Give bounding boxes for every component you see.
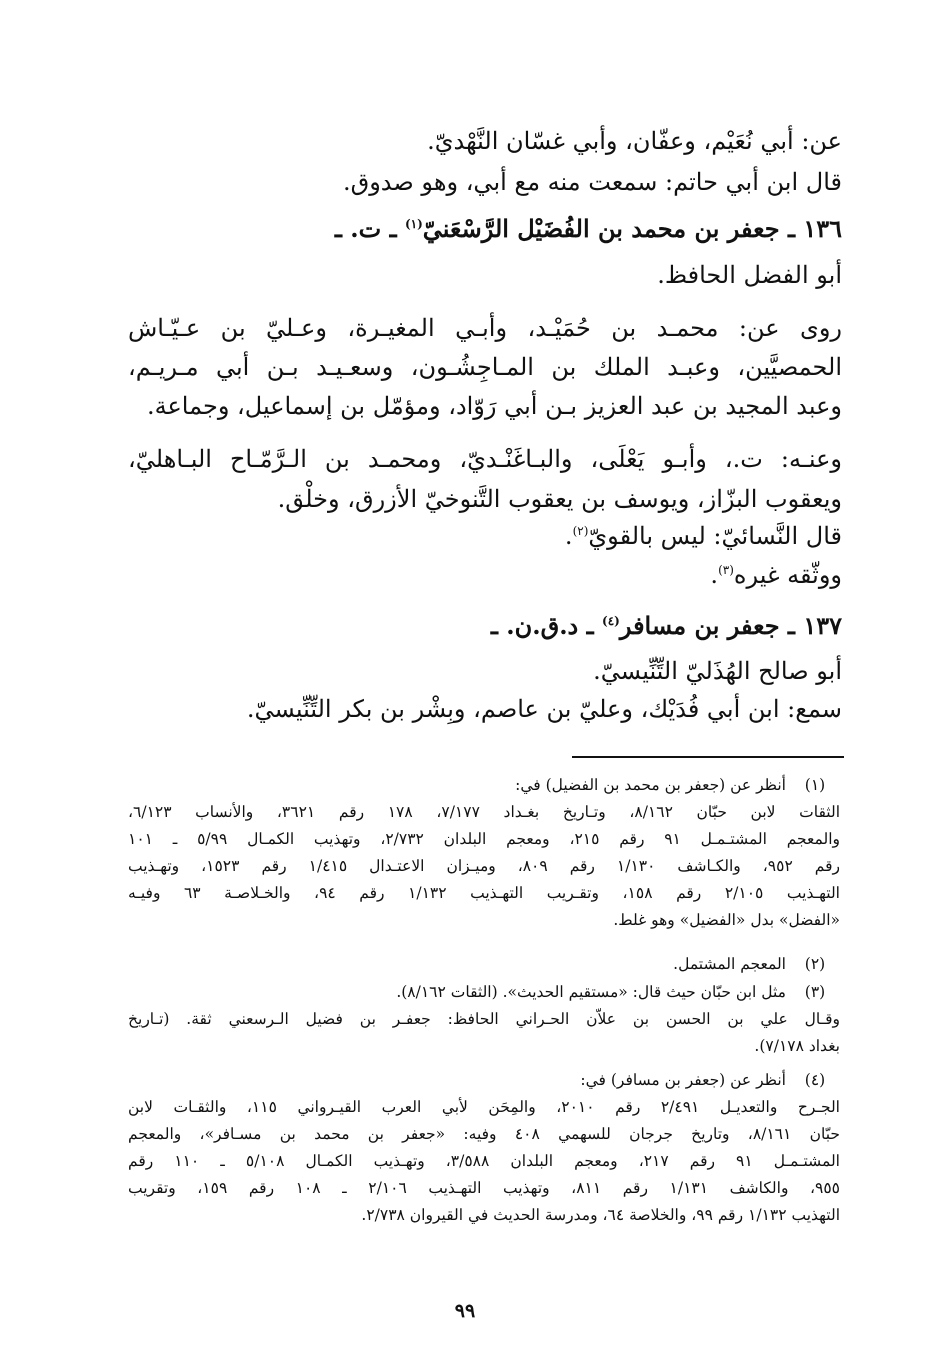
footnote-ref-4[interactable]: (٤) bbox=[602, 614, 620, 628]
page-number: ٩٩ bbox=[454, 1300, 476, 1322]
footnote-line: رقم ٩٥٢، والكـاشف ١/١٣٠ رقم ٨٠٩، وميـزان الاعتـدال ١/٤١٥ رقم ١٥٢٣، وتهـذيب bbox=[128, 857, 840, 875]
footnote-line: الجـرح والتعديـل ٢/٤٩١ رقم ٢٠١٠، والمِحَن لأبي العرب القيـرواني ١١٥، والثقـات لابن bbox=[128, 1098, 840, 1116]
nasai-statement bbox=[565, 519, 842, 553]
footnote-line: حبّان ٨/١٦١، وتاريخ جرجان للسهمي ٤٠٨ وفيه: «جعفر بن محمد بن مسـافر»، والمعجم bbox=[128, 1125, 840, 1143]
footnote-line: التهـذيب ٢/١٠٥ رقم ١٥٨، وتقـريب التهـذيب ١/١٣٢ رقم ٩٤، والخـلاصـة ٦٣ وفيـه bbox=[128, 884, 840, 902]
footnote-4 bbox=[128, 1067, 840, 1229]
body-line: أبو الفضل الحافظ. bbox=[657, 261, 842, 289]
body-line: قال ابن أبي حاتم: سمعت منه مع أبي، وهو صدوق. bbox=[342, 168, 842, 196]
body-line: وعبد المجيد بن عبد العزيز بـن أبي رَوّاد، ومؤمّل بن إسماعيل، وجماعة. bbox=[146, 392, 842, 420]
footnote-separator bbox=[572, 756, 844, 758]
nasai-text: قال النَّسائيّ: ليس بالقويّ bbox=[588, 522, 842, 550]
footnote-ref-2[interactable]: (٢) bbox=[572, 524, 589, 538]
entry-137-title: ١٣٧ ـ جعفر بن مسافر bbox=[619, 611, 842, 640]
footnote-ref-1[interactable]: (١) bbox=[404, 217, 423, 231]
body-line: الحمصيَّين، وعبـد الملك بن المـاجِشُـون، وسعـيـد بـن أبي مـريـم، bbox=[128, 353, 842, 381]
footnote-line: بغداد ٧/١٧٨). bbox=[754, 1037, 840, 1055]
footnote-2 bbox=[128, 951, 840, 978]
footnote-number: (٢) bbox=[804, 955, 826, 973]
footnote-line: الثقات لابن حبّان ٨/١٦٢، وتـاريخ بغـداد ٧/١٧٧، ١٧٨ رقم ٣٦٢١، والأنساب ٦/١٢٣، bbox=[128, 803, 841, 821]
nasai-tail: . bbox=[564, 522, 573, 550]
footnote-number: (٣) bbox=[804, 983, 826, 1001]
body-line: وعنـه: ت.، وأبـو يَعْلَى، والبـاغَنْـديّ، ومحمـد بن الـرَّمّـاح البـاهليّ، bbox=[128, 445, 842, 473]
footnote-number: (٤) bbox=[804, 1071, 826, 1089]
tawthiq-statement bbox=[710, 558, 842, 592]
entry-137-symbols: ـ د.ق.ن. ـ bbox=[490, 611, 602, 640]
footnote-ref-3[interactable]: (٣) bbox=[718, 563, 734, 577]
body-line: ويعقوب البزّاز، ويوسف بن يعقوب التَّنوخيّ الأزرق، وخلْق. bbox=[277, 485, 842, 513]
footnote-1 bbox=[128, 772, 840, 934]
footnote-number: (١) bbox=[804, 776, 826, 794]
entry-136-title: ١٣٦ ـ جعفر بن محمد بن الفُضَيْل الرَّسْعَنيّ bbox=[422, 214, 842, 243]
footnote-3 bbox=[128, 979, 840, 1060]
entry-136-heading bbox=[335, 212, 842, 246]
body-line: سمع: ابن أبي فُدَيْك، وعليّ بن عاصم، وبِشْر بن بكر التِّنِّيسيّ. bbox=[246, 695, 842, 723]
footnote-line: أنظر عن (جعفر بن محمد بن الفضيل) في: bbox=[515, 776, 786, 794]
footnote-line: والمعجم المشتـمـل ٩١ رقم ٢١٥، ومعجم البلدان ٢/٧٣٢، وتهذيب الكمـال ٥/٩٩ ـ ١٠١ bbox=[128, 830, 840, 848]
entry-136-symbols: ـ ت. ـ bbox=[334, 214, 405, 243]
footnote-line: «الفضل» بدل «الفضيل» وهو غلط. bbox=[613, 911, 840, 929]
footnote-line: مثل ابن حبّان حيث قال: «مستقيم الحديث». (الثقات ٨/١٦٢). bbox=[396, 983, 786, 1001]
footnote-line: ٩٥٥، والكاشف ١/١٣١ رقم ٨١١، وتهذيب التهـذيب ٢/١٠٦ ـ ١٠٨ رقم ١٥٩، وتقريب bbox=[128, 1179, 840, 1197]
footnote-line: وقـال علي بن الحسن بن علاّن الحـراني الحافظ: جعفـر بن فضيل الـرسعني ثقة. (تـاريخ bbox=[128, 1010, 840, 1028]
tawthiq-text: ووثّقه غيره bbox=[733, 561, 842, 589]
footnote-line: أنظر عن (جعفر بن مسافر) في: bbox=[580, 1071, 786, 1089]
body-line: عن: أبي نُعَيْم، وعفّان، وأبي غسّان النَّهْديّ. bbox=[427, 127, 842, 155]
body-line: أبو صالح الهُذَليّ التِّنِّيسيّ. bbox=[593, 657, 842, 685]
footnote-line: المشتـمـل ٩١ رقم ٢١٧، ومعجم البلدان ٣/٥٨٨، وتهـذيب الكمـال ٥/١٠٨ ـ ١١٠ رقم bbox=[128, 1152, 840, 1170]
entry-137-heading bbox=[491, 609, 842, 643]
footnote-line: المعجم المشتمل. bbox=[673, 955, 786, 973]
footnote-line: التهذيب ١/١٣٢ رقم ٩٩، والخلاصة ٦٤، ومدرسة الحديث في القيروان ٢/٧٣٨. bbox=[361, 1206, 840, 1224]
tawthiq-tail: . bbox=[710, 561, 719, 589]
body-line: روى عن: محمـد بن حُمَيْـد، وأبـي المغيـرة، وعـليّ بن عـيّـاش bbox=[128, 314, 842, 342]
